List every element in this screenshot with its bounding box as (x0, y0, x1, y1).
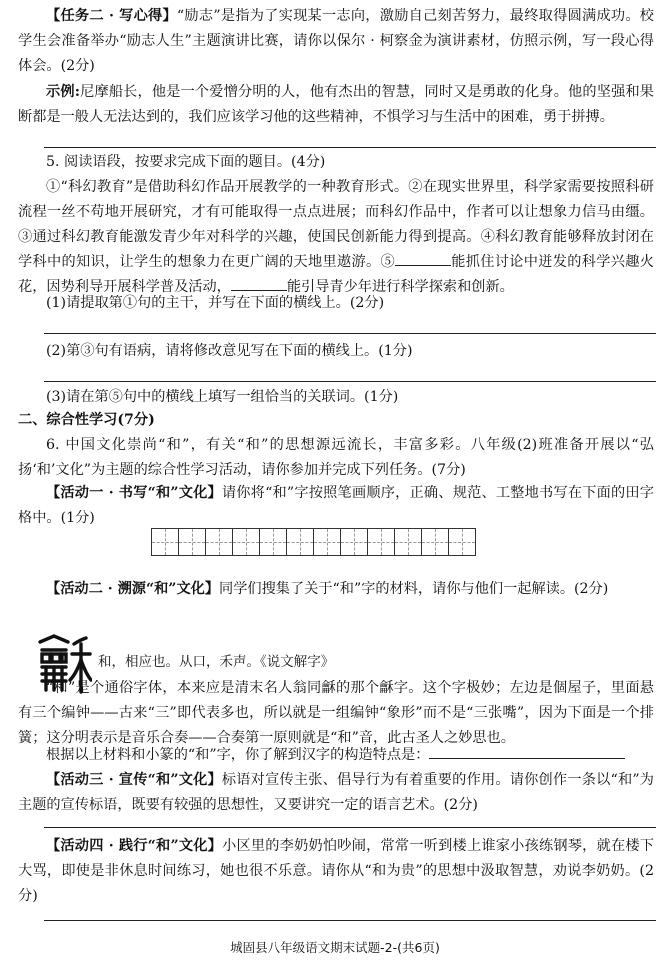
q5-blank-1[interactable] (395, 251, 451, 266)
q5-blank-2[interactable] (231, 276, 287, 291)
activity3 (18, 768, 654, 818)
grid-cell[interactable] (394, 528, 422, 556)
conclusion-prompt (18, 743, 654, 768)
activity4-text: 小区里的李奶奶怕吵闹，常常一听到楼上谁家小孩练钢琴，就在楼下大骂，即使是非休息时间练习，她也很不乐意。请你从“和为贵”的思想中汲取智慧，劝说李奶奶。(2分) (18, 838, 654, 904)
q5-sub2: (2)第③句有语病，请将修改意见写在下面的横线上。(1分) (46, 343, 413, 359)
tianzige-grid[interactable] (152, 528, 476, 556)
grid-cell[interactable] (178, 528, 206, 556)
q5-passage-c: 能引导青少年进行科学探索和创新。 (286, 279, 514, 295)
conclusion-blank[interactable] (429, 744, 625, 759)
example-paragraph (18, 80, 654, 130)
answer-line-act4[interactable] (44, 920, 656, 921)
page-footer: 城固县八年级语文期末试题-2-(共6页) (230, 940, 440, 955)
grid-cell[interactable] (421, 528, 449, 556)
grid-cell[interactable] (232, 528, 260, 556)
task2-paragraph (18, 4, 654, 79)
q5-title: 5. 阅读语段，按要求完成下面的题目。(4分) (46, 154, 326, 170)
example-text: 尼摩船长，他是一个爱憎分明的人，他有杰出的智慧，同时又是勇敢的化身。他的坚强和果断都是一般人无法达到的，我们应该学习他的这些精神，不惧学习与生活中的困难，勇于拼搏。 (18, 84, 654, 125)
activity1-label: 【活动一 · 书写“和”文化】 (46, 485, 222, 501)
activity4 (18, 834, 654, 909)
conclusion-text: 根据以上材料和小篆的“和”字，你了解到汉字的构造特点是： (46, 747, 430, 763)
q5-sub3: (3)请在第⑤句中的横线上填写一组恰当的关联词。(1分) (46, 389, 399, 405)
q5-passage (18, 175, 654, 300)
answer-line-q5-1[interactable] (44, 333, 656, 334)
activity2-text: 同学们搜集了关于“和”字的材料，请你与他们一起解读。(2分) (219, 581, 609, 597)
answer-line-q5-2[interactable] (44, 381, 656, 382)
shuowen-quote: 和，相应也。从口，禾声。《说文解字》 (98, 654, 335, 670)
he-explanation: “和”是个通俗字体，本来应是清末名人翁同龢的那个龢字。这个字极妙；左边是個屋子，里面悬有三个编钟——古来“三”即代表多也，所以就是一组编钟“象形”而不是“三张嘴”，因为下面是一个排簧；这分明表示是音乐合奏——合奏第一原则就是“和”音，此古圣人之妙思也。 (18, 680, 654, 746)
activity3-label: 【活动三 · 宣传“和”文化】 (46, 772, 222, 788)
q5-sub1: (1)请提取第①句的主干，并写在下面的横线上。(2分) (46, 295, 385, 311)
grid-cell[interactable] (367, 528, 395, 556)
task2-label: 【任务二 · 写心得】 (46, 8, 177, 24)
activity2-label: 【活动二 · 溯源“和”文化】 (46, 581, 220, 597)
activity1 (18, 481, 654, 531)
grid-cell[interactable] (286, 528, 314, 556)
q5-passage-b: 能抓住讨论中迸发的科学兴趣火花，因势利导开展科学普及活动， (18, 254, 654, 295)
grid-cell[interactable] (205, 528, 233, 556)
activity3-text: 标语对宣传主张、倡导行为有着重要的作用。请你创作一条以“和”为主题的宣传标语，既要有较强的思想性，又要讲究一定的语言艺术。(2分) (18, 772, 654, 813)
grid-cell[interactable] (259, 528, 287, 556)
grid-cell[interactable] (448, 528, 476, 556)
answer-line-act3[interactable] (44, 827, 656, 828)
activity2 (18, 577, 654, 602)
answer-line-task2[interactable] (44, 147, 656, 148)
activity4-label: 【活动四 · 践行“和”文化】 (46, 838, 223, 854)
grid-cell[interactable] (151, 528, 179, 556)
section2-heading: 二、综合性学习(7分) (18, 412, 155, 428)
grid-cell[interactable] (340, 528, 368, 556)
example-label: 示例: (46, 84, 80, 100)
q5-passage-a: ①“科幻教育”是借助科幻作品开展教学的一种教育形式。②在现实世界里，科学家需要按照科研流程一丝不苟地开展研究，才有可能取得一点点进展；而科幻作品中，作者可以让想象力信马由缰。③通过科幻教育能激发青少年对科学的兴趣，使国民创新能力得到提高。④科幻教育能够释放封闭在学科中的知识，让学生的想象力在更广阔的天地里遨游。⑤ (18, 179, 654, 270)
task2-text: “励志”是指为了实现某一志向，激励自己刻苦努力，最终取得圆满成功。校学生会准备举办“励志人生”主题演讲比赛，请你以保尔 · 柯察金为演讲素材，仿照示例，写一段心得体会。(2分) (18, 8, 654, 74)
q6-text: 6. 中国文化崇尚“和”，有关“和”的思想源远流长，丰富多彩。八年级(2)班准备开展以“弘扬‘和’文化”为主题的综合性学习活动，请你参加并完成下列任务。(7分) (18, 437, 654, 478)
grid-cell[interactable] (313, 528, 341, 556)
activity1-text: 请你将“和”字按照笔画顺序，正确、规范、工整地书写在下面的田字格中。(1分) (18, 485, 654, 526)
